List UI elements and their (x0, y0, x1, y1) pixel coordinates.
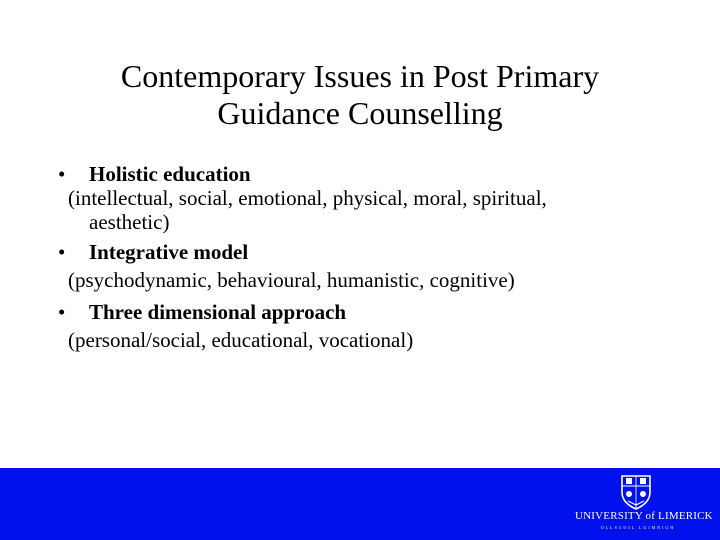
bullet-item-holistic-education (56, 162, 676, 234)
slide-title-line-2: Guidance Counselling (217, 95, 503, 131)
bullet-heading: Three dimensional approach (89, 300, 347, 324)
bullet-dot-icon: • (58, 162, 66, 186)
bullet-description (56, 268, 676, 292)
logo-university-name: UNIVERSITY of LIMERICK (575, 510, 713, 522)
bullet-description-line-2: aesthetic) (89, 210, 170, 234)
bullet-description-line-1: (psychodynamic, behavioural, humanistic, cognitive) (68, 268, 515, 292)
bullet-heading-row (56, 240, 676, 264)
spacer (56, 292, 676, 300)
bullet-heading-row (56, 300, 676, 324)
bullet-description (56, 186, 676, 234)
bullet-description-line-1: (personal/social, educational, vocational) (68, 328, 414, 352)
slide-title-line-1: Contemporary Issues in Post Primary (120, 58, 600, 94)
bullet-description-line-1: (intellectual, social, emotional, physical, moral, spiritual, (68, 186, 547, 210)
bullet-description (56, 328, 676, 352)
bullet-dot-icon: • (58, 240, 66, 264)
university-logo (575, 470, 713, 535)
bullet-list (56, 162, 676, 352)
bullet-heading: Holistic education (89, 162, 251, 186)
bullet-item-integrative-model (56, 240, 676, 292)
bullet-heading-row (56, 162, 676, 186)
bullet-item-three-dimensional-approach (56, 300, 676, 352)
bullet-dot-icon: • (58, 300, 66, 324)
slide-title (0, 58, 720, 132)
logo-subtitle: OLLSCOIL LUIMNIGH (600, 525, 676, 530)
bullet-heading: Integrative model (89, 240, 249, 264)
crest-icon (619, 474, 653, 510)
